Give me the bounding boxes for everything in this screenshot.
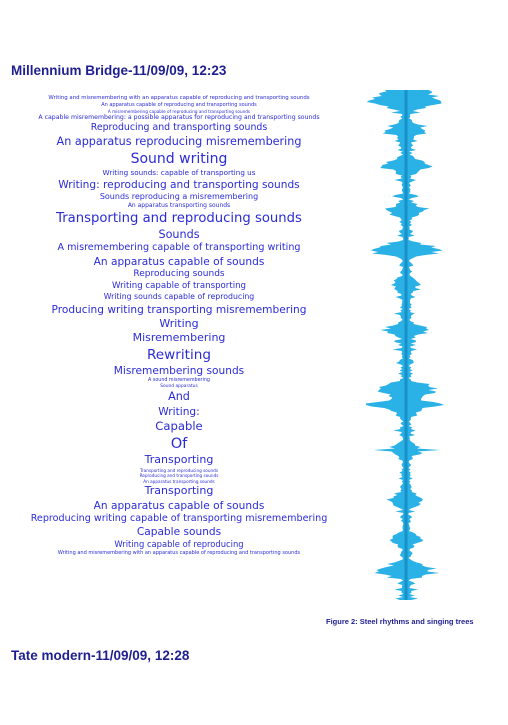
poem-line: Writing capable of transporting [111, 280, 246, 291]
poem-line: Reproducing and transporting sounds [90, 122, 268, 134]
poem-line: Writing [159, 316, 199, 330]
poem-line: Rewriting [146, 346, 212, 363]
poem-line: Writing and misremembering with an apparatus capable of reproducing and transporting sounds [57, 550, 301, 557]
poem-line: An apparatus transporting sounds [143, 478, 215, 484]
poem-line: And [168, 389, 190, 403]
poem-line: Writing sounds: capable of transporting us [102, 168, 256, 178]
figure-caption: Figure 2: Steel rhythms and singing trees [326, 617, 474, 626]
poem-line: A capable misremembering: a possible apparatus for reproducing and transporting sounds [38, 114, 320, 122]
poem-line: Transporting and reproducing sounds [56, 211, 302, 227]
poem-line: Capable [155, 418, 203, 433]
poem-line: Transporting and reproducing sounds [139, 467, 219, 473]
poem-line: Writing: [158, 405, 200, 418]
poem-line: An apparatus transporting sounds [127, 202, 231, 210]
poem-line: Misremembering [132, 331, 226, 345]
poem-line: An apparatus capable of sounds [93, 256, 265, 268]
poem-line: Reproducing writing capable of transporting misremembering [30, 512, 328, 524]
poem-line: Writing sounds capable of reproducing [103, 292, 255, 302]
poem-line: Sound apparatus [160, 383, 198, 389]
poem-line: Sound writing [130, 150, 228, 167]
poem-line: Misremembering sounds [113, 364, 245, 377]
poem-line: An apparatus capable of reproducing and transporting sounds [101, 102, 257, 109]
section-heading-millennium-bridge: Millennium Bridge-11/09/09, 12:23 [11, 63, 227, 78]
poem-line: Reproducing sounds [133, 269, 225, 279]
poem-line: Sounds reproducing a misremembering [99, 191, 259, 201]
poem-line: Producing writing transporting misremembering [51, 303, 307, 316]
poem-line: Capable sounds [136, 526, 222, 539]
poem-line: Writing: reproducing and transporting sounds [58, 178, 300, 191]
poem-line: Sounds [158, 227, 200, 241]
concrete-poem [18, 95, 340, 557]
poem-line: A sound misremembering [148, 377, 210, 383]
poem-line: Reproducing and transporting sounds [139, 473, 219, 479]
poem-line: A misremembering capable of transporting writing [57, 242, 301, 254]
poem-line: An apparatus capable of sounds [93, 499, 265, 512]
poem-line: An apparatus reproducing misremembering [56, 134, 302, 148]
poem-line: Writing and misremembering with an apparatus capable of reproducing and transporting sounds [48, 95, 310, 101]
poem-line: Transporting [144, 453, 214, 467]
poem-line: Writing capable of reproducing [114, 539, 244, 550]
poem-line: Of [170, 434, 188, 452]
poem-line: A misremembering capable of reproducing and transporting sounds [107, 108, 251, 114]
poem-line: Transporting [144, 484, 214, 498]
section-heading-tate-modern: Tate modern-11/09/09, 12:28 [11, 648, 190, 663]
audio-waveform-figure [346, 90, 466, 600]
